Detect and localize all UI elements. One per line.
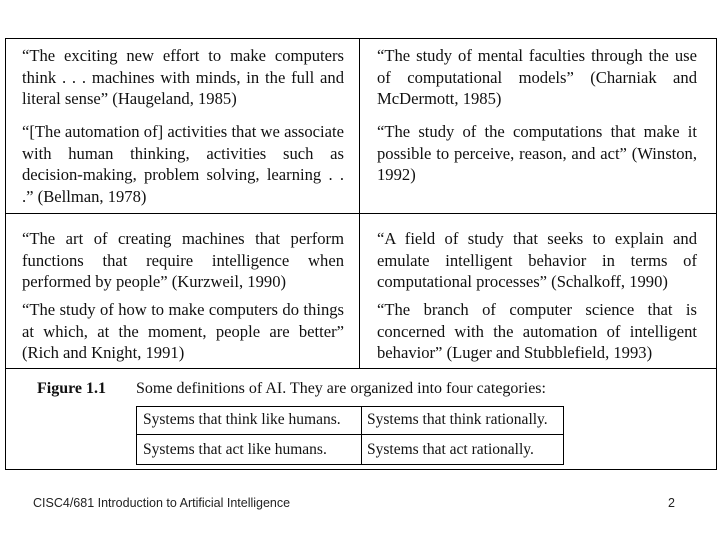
quote-bellman: “[The automation of] activities that we associate with human thinking, activities such as decision-making, problem solving, learning . . .” (Bellman, 1978): [22, 122, 344, 206]
quote-charniak-mcdermott: “The study of mental faculties through the use of computational models” (Charniak and McDermott, 1985): [377, 46, 697, 108]
page-number: 2: [668, 496, 675, 510]
category-think-human: Systems that think like humans.: [143, 411, 341, 428]
quote-rich-knight: “The study of how to make computers do things at which, at the moment, people are better” (Rich and Knight, 1991): [22, 300, 344, 362]
quote-schalkoff: “A field of study that seeks to explain and emulate intelligent behavior in terms of computational processes” (Schalkoff, 1990): [377, 229, 697, 291]
quote-kurzweil: “The art of creating machines that perform functions that require intelligence when performed by people” (Kurzweil, 1990): [22, 229, 344, 291]
footer-course-title: CISC4/681 Introduction to Artificial Intelligence: [33, 496, 291, 510]
quote-haugeland: “The exciting new effort to make computers think . . . machines with minds, in the full and literal sense” (Haugeland, 1985): [22, 46, 344, 108]
quote-luger-stubblefield: “The branch of computer science that is concerned with the automation of intelligent behavior” (Luger and Stubblefield, 1993): [377, 300, 697, 362]
row-divider: [5, 213, 717, 214]
categories-column-divider: [361, 406, 362, 465]
column-divider: [359, 38, 360, 368]
figure-number: Figure 1.1: [37, 380, 107, 397]
categories-row-divider: [136, 434, 564, 435]
category-act-rational: Systems that act rationally.: [367, 441, 534, 458]
figure-caption: Some definitions of AI. They are organized into four categories:: [136, 380, 546, 397]
category-think-rational: Systems that think rationally.: [367, 411, 548, 428]
category-act-human: Systems that act like humans.: [143, 441, 327, 458]
caption-divider: [5, 368, 717, 369]
quote-winston: “The study of the computations that make it possible to perceive, reason, and act” (Winston, 1992): [377, 122, 697, 184]
